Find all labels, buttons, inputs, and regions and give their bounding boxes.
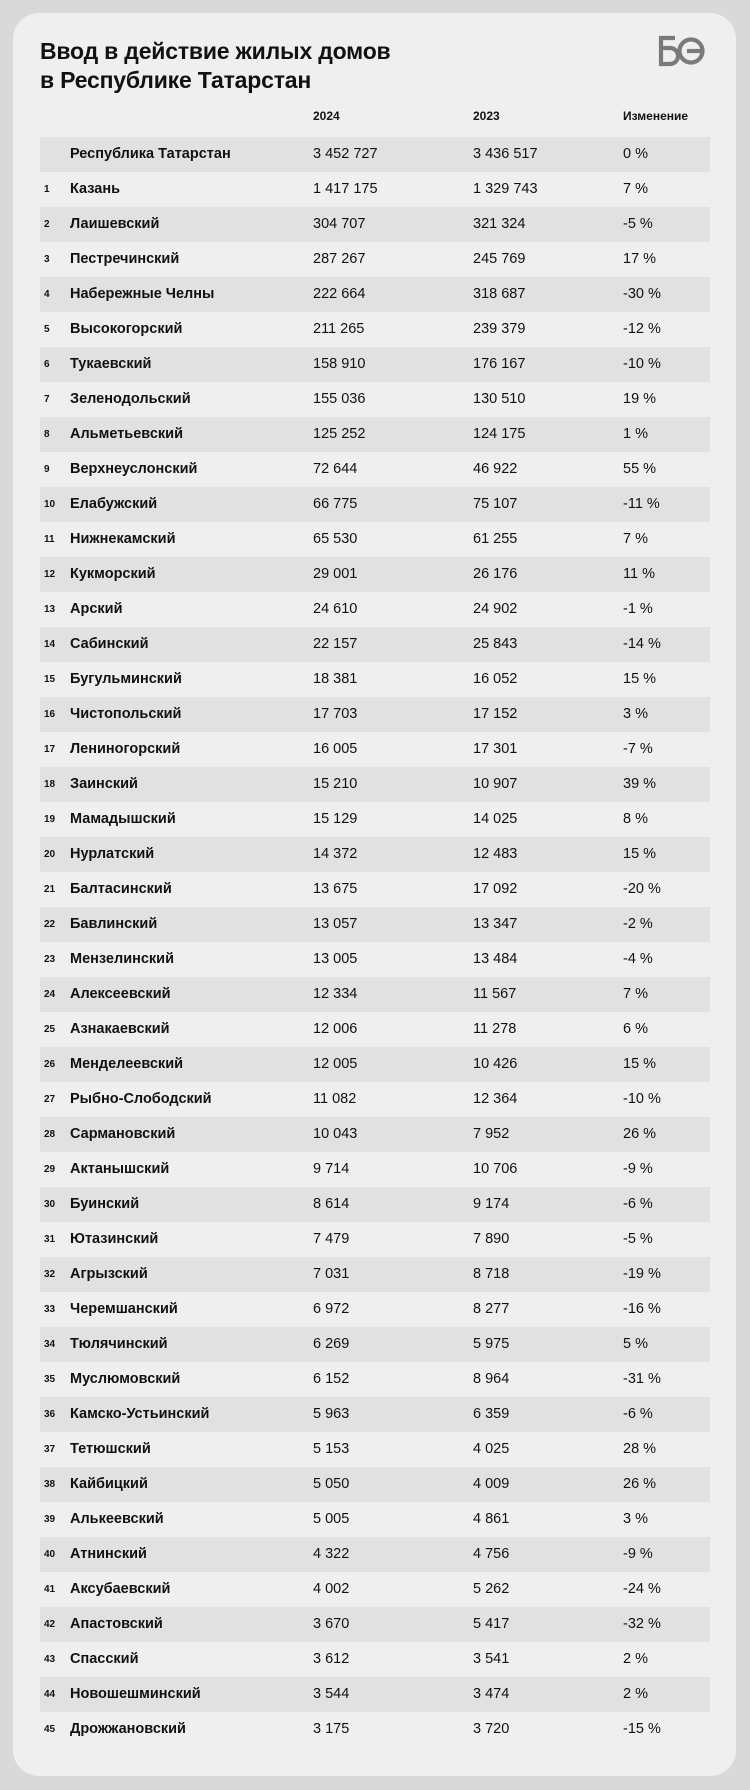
data-table <box>40 137 710 1747</box>
value-2023: 5 417 <box>473 1616 510 1632</box>
row-number: 31 <box>44 1234 56 1245</box>
row-number: 44 <box>44 1689 56 1700</box>
change-percent: -5 % <box>623 1231 653 1247</box>
change-percent: 15 % <box>623 846 657 862</box>
region-name: Атнинский <box>70 1546 147 1562</box>
column-header-2024: 2024 <box>313 109 340 123</box>
region-name: Набережные Челны <box>70 286 215 302</box>
region-name: Бугульминский <box>70 671 182 687</box>
row-number: 22 <box>44 919 56 930</box>
row-number: 13 <box>44 604 56 615</box>
table-row <box>40 207 710 242</box>
column-header-2023: 2023 <box>473 109 500 123</box>
row-number: 7 <box>44 394 50 405</box>
row-number: 6 <box>44 359 50 370</box>
row-number: 21 <box>44 884 56 895</box>
region-name: Актанышский <box>70 1161 170 1177</box>
value-2024: 4 002 <box>313 1581 350 1597</box>
change-percent: -12 % <box>623 321 661 337</box>
change-percent: 3 % <box>623 1511 648 1527</box>
region-name: Апастовский <box>70 1616 163 1632</box>
bo-logo-icon <box>658 34 706 68</box>
row-number: 45 <box>44 1724 56 1735</box>
change-percent: 26 % <box>623 1476 657 1492</box>
value-2024: 287 267 <box>313 251 366 267</box>
region-name: Республика Татарстан <box>70 146 231 162</box>
change-percent: -30 % <box>623 286 661 302</box>
region-name: Заинский <box>70 776 138 792</box>
value-2024: 158 910 <box>313 356 366 372</box>
value-2023: 46 922 <box>473 461 518 477</box>
value-2023: 24 902 <box>473 601 518 617</box>
region-name: Азнакаевский <box>70 1021 170 1037</box>
table-row <box>40 1117 710 1152</box>
table-row <box>40 137 710 172</box>
value-2024: 3 670 <box>313 1616 350 1632</box>
value-2023: 130 510 <box>473 391 526 407</box>
value-2024: 9 714 <box>313 1161 350 1177</box>
row-number: 3 <box>44 254 50 265</box>
table-row <box>40 907 710 942</box>
value-2024: 11 082 <box>313 1091 357 1107</box>
row-number: 37 <box>44 1444 56 1455</box>
value-2024: 7 031 <box>313 1266 350 1282</box>
region-name: Высокогорский <box>70 321 183 337</box>
change-percent: 2 % <box>623 1686 648 1702</box>
region-name: Пестречинский <box>70 251 180 267</box>
change-percent: 8 % <box>623 811 648 827</box>
region-name: Бавлинский <box>70 916 158 932</box>
change-percent: -10 % <box>623 356 661 372</box>
value-2023: 75 107 <box>473 496 518 512</box>
value-2024: 6 972 <box>313 1301 350 1317</box>
table-row <box>40 1292 710 1327</box>
value-2023: 3 474 <box>473 1686 510 1702</box>
table-row <box>40 1607 710 1642</box>
value-2024: 22 157 <box>313 636 358 652</box>
table-row <box>40 837 710 872</box>
row-number: 30 <box>44 1199 56 1210</box>
region-name: Балтасинский <box>70 881 172 897</box>
value-2023: 124 175 <box>473 426 526 442</box>
value-2024: 6 152 <box>313 1371 350 1387</box>
row-number: 12 <box>44 569 56 580</box>
region-name: Буинский <box>70 1196 140 1212</box>
change-percent: 15 % <box>623 1056 657 1072</box>
region-name: Черемшанский <box>70 1301 178 1317</box>
change-percent: 11 % <box>623 566 655 582</box>
region-name: Кайбицкий <box>70 1476 148 1492</box>
value-2023: 8 718 <box>473 1266 510 1282</box>
row-number: 41 <box>44 1584 56 1595</box>
change-percent: 19 % <box>623 391 657 407</box>
change-percent: -1 % <box>623 601 653 617</box>
table-row <box>40 1642 710 1677</box>
chart-title-line1: Ввод в действие жилых домов <box>40 38 391 64</box>
value-2024: 6 269 <box>313 1336 350 1352</box>
value-2023: 26 176 <box>473 566 518 582</box>
row-number: 42 <box>44 1619 56 1630</box>
value-2024: 155 036 <box>313 391 366 407</box>
table-row <box>40 1537 710 1572</box>
value-2023: 321 324 <box>473 216 526 232</box>
change-percent: 15 % <box>623 671 657 687</box>
value-2023: 10 706 <box>473 1161 518 1177</box>
change-percent: -20 % <box>623 881 661 897</box>
region-name: Нижнекамский <box>70 531 176 547</box>
change-percent: -14 % <box>623 636 661 652</box>
change-percent: -9 % <box>623 1546 653 1562</box>
value-2024: 12 005 <box>313 1056 358 1072</box>
row-number: 29 <box>44 1164 56 1175</box>
region-name: Ютазинский <box>70 1231 159 1247</box>
value-2024: 24 610 <box>313 601 358 617</box>
value-2024: 211 265 <box>313 321 365 337</box>
value-2024: 18 381 <box>313 671 358 687</box>
table-row <box>40 1047 710 1082</box>
table-row <box>40 452 710 487</box>
value-2023: 12 483 <box>473 846 518 862</box>
change-percent: -19 % <box>623 1266 661 1282</box>
change-percent: -6 % <box>623 1406 653 1422</box>
value-2024: 7 479 <box>313 1231 350 1247</box>
value-2024: 16 005 <box>313 741 358 757</box>
value-2023: 8 964 <box>473 1371 510 1387</box>
value-2023: 6 359 <box>473 1406 510 1422</box>
region-name: Алькеевский <box>70 1511 164 1527</box>
region-name: Зеленодольский <box>70 391 191 407</box>
table-row <box>40 1572 710 1607</box>
value-2024: 1 417 175 <box>313 181 378 197</box>
change-percent: 0 % <box>623 146 648 162</box>
change-percent: 2 % <box>623 1651 648 1667</box>
region-name: Елабужский <box>70 496 158 512</box>
value-2023: 8 277 <box>473 1301 510 1317</box>
change-percent: 7 % <box>623 986 648 1002</box>
value-2023: 176 167 <box>473 356 526 372</box>
region-name: Мамадышский <box>70 811 176 827</box>
row-number: 5 <box>44 324 50 335</box>
change-percent: -5 % <box>623 216 653 232</box>
region-name: Кукморский <box>70 566 156 582</box>
table-row <box>40 417 710 452</box>
value-2024: 222 664 <box>313 286 366 302</box>
value-2023: 14 025 <box>473 811 518 827</box>
value-2024: 13 057 <box>313 916 358 932</box>
change-percent: -15 % <box>623 1721 661 1737</box>
change-percent: -24 % <box>623 1581 661 1597</box>
table-row <box>40 1012 710 1047</box>
row-number: 28 <box>44 1129 56 1140</box>
value-2023: 10 907 <box>473 776 518 792</box>
table-row <box>40 312 710 347</box>
value-2023: 1 329 743 <box>473 181 538 197</box>
table-row <box>40 277 710 312</box>
change-percent: -11 % <box>623 496 660 512</box>
region-name: Альметьевский <box>70 426 183 442</box>
value-2023: 5 975 <box>473 1336 510 1352</box>
table-row <box>40 242 710 277</box>
region-name: Рыбно-Слободский <box>70 1091 212 1107</box>
row-number: 27 <box>44 1094 56 1105</box>
row-number: 16 <box>44 709 56 720</box>
row-number: 19 <box>44 814 56 825</box>
region-name: Казань <box>70 181 121 197</box>
row-number: 17 <box>44 744 56 755</box>
value-2023: 4 861 <box>473 1511 510 1527</box>
value-2023: 318 687 <box>473 286 526 302</box>
value-2023: 4 009 <box>473 1476 510 1492</box>
value-2023: 3 541 <box>473 1651 510 1667</box>
change-percent: 55 % <box>623 461 657 477</box>
table-row <box>40 172 710 207</box>
change-percent: -6 % <box>623 1196 653 1212</box>
value-2024: 65 530 <box>313 531 358 547</box>
region-name: Алексеевский <box>70 986 171 1002</box>
value-2023: 3 720 <box>473 1721 510 1737</box>
value-2023: 17 152 <box>473 706 518 722</box>
region-name: Арский <box>70 601 123 617</box>
row-number: 25 <box>44 1024 56 1035</box>
change-percent: -2 % <box>623 916 653 932</box>
value-2024: 17 703 <box>313 706 358 722</box>
row-number: 23 <box>44 954 56 965</box>
change-percent: 5 % <box>623 1336 648 1352</box>
value-2024: 3 544 <box>313 1686 350 1702</box>
table-row <box>40 592 710 627</box>
table-row <box>40 557 710 592</box>
value-2024: 5 963 <box>313 1406 350 1422</box>
row-number: 32 <box>44 1269 56 1280</box>
table-row <box>40 1082 710 1117</box>
row-number: 9 <box>44 464 50 475</box>
value-2024: 15 210 <box>313 776 358 792</box>
row-number: 34 <box>44 1339 56 1350</box>
value-2023: 17 301 <box>473 741 518 757</box>
table-row <box>40 662 710 697</box>
region-name: Аксубаевский <box>70 1581 171 1597</box>
table-row <box>40 872 710 907</box>
region-name: Агрызский <box>70 1266 148 1282</box>
region-name: Дрожжановский <box>70 1721 186 1737</box>
value-2024: 72 644 <box>313 461 358 477</box>
table-row <box>40 382 710 417</box>
value-2024: 5 050 <box>313 1476 350 1492</box>
table-row <box>40 1467 710 1502</box>
table-row <box>40 1502 710 1537</box>
value-2023: 7 952 <box>473 1126 510 1142</box>
value-2024: 304 707 <box>313 216 366 232</box>
change-percent: 3 % <box>623 706 648 722</box>
change-percent: 26 % <box>623 1126 657 1142</box>
value-2023: 7 890 <box>473 1231 510 1247</box>
change-percent: -7 % <box>623 741 653 757</box>
region-name: Тюлячинский <box>70 1336 168 1352</box>
region-name: Нурлатский <box>70 846 155 862</box>
table-row <box>40 767 710 802</box>
row-number: 39 <box>44 1514 56 1525</box>
change-percent: 1 % <box>623 426 648 442</box>
region-name: Лаишевский <box>70 216 160 232</box>
table-row <box>40 347 710 382</box>
row-number: 20 <box>44 849 56 860</box>
value-2023: 3 436 517 <box>473 146 538 162</box>
value-2024: 14 372 <box>313 846 358 862</box>
row-number: 43 <box>44 1654 56 1665</box>
table-row <box>40 802 710 837</box>
value-2024: 8 614 <box>313 1196 350 1212</box>
change-percent: -31 % <box>623 1371 661 1387</box>
table-row <box>40 522 710 557</box>
row-number: 36 <box>44 1409 56 1420</box>
table-row <box>40 942 710 977</box>
value-2023: 10 426 <box>473 1056 518 1072</box>
table-row <box>40 1327 710 1362</box>
change-percent: -4 % <box>623 951 653 967</box>
table-row <box>40 732 710 767</box>
value-2023: 12 364 <box>473 1091 518 1107</box>
value-2023: 4 756 <box>473 1546 510 1562</box>
region-name: Чистопольский <box>70 706 182 722</box>
region-name: Сабинский <box>70 636 149 652</box>
table-row <box>40 1152 710 1187</box>
value-2024: 3 175 <box>313 1721 350 1737</box>
value-2024: 29 001 <box>313 566 358 582</box>
value-2023: 245 769 <box>473 251 526 267</box>
value-2023: 4 025 <box>473 1441 510 1457</box>
region-name: Сармановский <box>70 1126 176 1142</box>
change-percent: 7 % <box>623 531 648 547</box>
value-2024: 13 005 <box>313 951 358 967</box>
region-name: Спасский <box>70 1651 139 1667</box>
chart-title <box>40 37 390 95</box>
table-row <box>40 1187 710 1222</box>
region-name: Тетюшский <box>70 1441 151 1457</box>
value-2023: 25 843 <box>473 636 518 652</box>
row-number: 4 <box>44 289 50 300</box>
table-row <box>40 977 710 1012</box>
region-name: Тукаевский <box>70 356 152 372</box>
value-2023: 13 347 <box>473 916 518 932</box>
row-number: 26 <box>44 1059 56 1070</box>
region-name: Новошешминский <box>70 1686 201 1702</box>
region-name: Муслюмовский <box>70 1371 181 1387</box>
region-name: Мензелинский <box>70 951 175 967</box>
region-name: Лениногорский <box>70 741 181 757</box>
change-percent: -10 % <box>623 1091 661 1107</box>
table-row <box>40 697 710 732</box>
value-2024: 66 775 <box>313 496 358 512</box>
row-number: 18 <box>44 779 56 790</box>
row-number: 38 <box>44 1479 56 1490</box>
value-2024: 13 675 <box>313 881 358 897</box>
table-row <box>40 627 710 662</box>
row-number: 33 <box>44 1304 56 1315</box>
table-row <box>40 1712 710 1747</box>
region-name: Камско-Устьинский <box>70 1406 210 1422</box>
change-percent: 28 % <box>623 1441 657 1457</box>
change-percent: -9 % <box>623 1161 653 1177</box>
value-2023: 11 278 <box>473 1021 517 1037</box>
value-2024: 5 005 <box>313 1511 350 1527</box>
row-number: 24 <box>44 989 56 1000</box>
value-2023: 16 052 <box>473 671 518 687</box>
change-percent: -32 % <box>623 1616 661 1632</box>
change-percent: 17 % <box>623 251 657 267</box>
value-2024: 12 006 <box>313 1021 358 1037</box>
table-row <box>40 487 710 522</box>
row-number: 14 <box>44 639 56 650</box>
value-2023: 13 484 <box>473 951 518 967</box>
row-number: 11 <box>44 534 55 545</box>
change-percent: -16 % <box>623 1301 661 1317</box>
table-row <box>40 1432 710 1467</box>
infographic-card <box>13 13 736 1776</box>
row-number: 2 <box>44 219 50 230</box>
region-name: Верхнеуслонский <box>70 461 198 477</box>
row-number: 1 <box>44 184 50 195</box>
change-percent: 39 % <box>623 776 657 792</box>
change-percent: 6 % <box>623 1021 648 1037</box>
value-2024: 5 153 <box>313 1441 350 1457</box>
row-number: 40 <box>44 1549 56 1560</box>
value-2024: 3 452 727 <box>313 146 378 162</box>
value-2023: 9 174 <box>473 1196 510 1212</box>
value-2024: 12 334 <box>313 986 358 1002</box>
value-2023: 239 379 <box>473 321 526 337</box>
region-name: Менделеевский <box>70 1056 184 1072</box>
table-row <box>40 1257 710 1292</box>
value-2023: 11 567 <box>473 986 517 1002</box>
value-2023: 61 255 <box>473 531 518 547</box>
row-number: 8 <box>44 429 50 440</box>
chart-title-line2: в Республике Татарстан <box>40 67 312 93</box>
table-row <box>40 1677 710 1712</box>
value-2024: 15 129 <box>313 811 358 827</box>
value-2023: 5 262 <box>473 1581 510 1597</box>
row-number: 35 <box>44 1374 56 1385</box>
value-2024: 125 252 <box>313 426 366 442</box>
row-number: 10 <box>44 499 56 510</box>
column-header-change: Изменение <box>623 109 689 123</box>
table-row <box>40 1362 710 1397</box>
row-number: 15 <box>44 674 56 685</box>
value-2023: 17 092 <box>473 881 518 897</box>
change-percent: 7 % <box>623 181 648 197</box>
value-2024: 3 612 <box>313 1651 350 1667</box>
value-2024: 4 322 <box>313 1546 350 1562</box>
table-row <box>40 1222 710 1257</box>
value-2024: 10 043 <box>313 1126 358 1142</box>
table-row <box>40 1397 710 1432</box>
